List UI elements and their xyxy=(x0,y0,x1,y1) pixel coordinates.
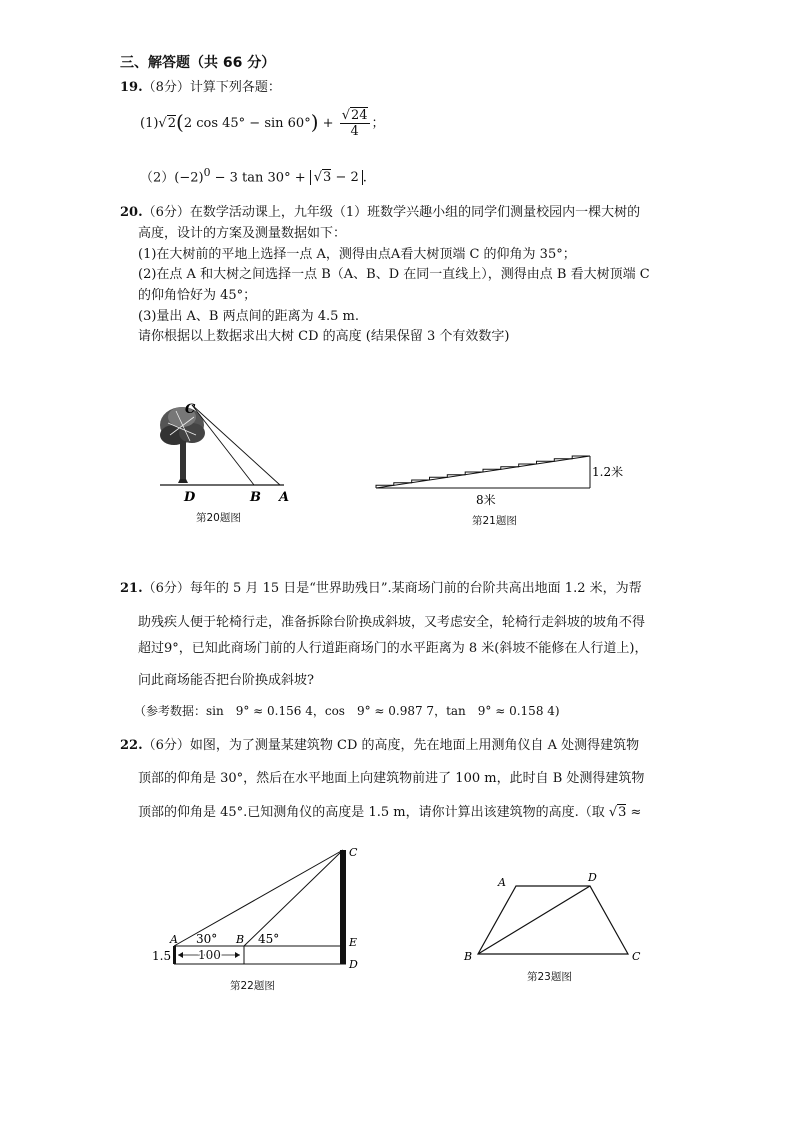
q22-text-3b: ≈ xyxy=(626,805,642,820)
building-cd xyxy=(340,850,346,964)
q21-reference: （参考数据：sin 9° ≈ 0.156 4，cos 9° ≈ 0.987 7，tan 9° ≈ 0.158 4) xyxy=(134,704,560,718)
label-b: B xyxy=(464,950,473,963)
label-length: 8米 xyxy=(476,493,496,507)
slope-line xyxy=(376,456,590,488)
label-b: B xyxy=(236,933,245,946)
q19-p2-minus2: − 2 xyxy=(331,170,359,186)
trapezoid-abcd xyxy=(478,886,628,954)
q19-head: （8分）计算下列各题： xyxy=(142,80,281,95)
q20-text-1: （6分）在数学活动课上，九年级（1）班数学兴趣小组的同学们测量校园内一棵大树的 xyxy=(142,205,641,220)
label-a: A xyxy=(170,933,178,946)
label-a: A xyxy=(279,490,290,505)
q19-p2-sqrt3: 3 xyxy=(323,170,332,186)
q20-line6: (3)量出 A、B 两点间的距离为 4.5 m. xyxy=(138,309,360,324)
q19-p1-end: ； xyxy=(371,116,385,131)
q22-number: 22. xyxy=(120,738,143,753)
q19-p1-den: 4 xyxy=(350,124,359,139)
tree-icon xyxy=(160,407,205,483)
q19-p1-inner: 2 cos 45° − sin 60° xyxy=(183,116,311,131)
q20-line2: 高度，设计的方案及测量数据如下： xyxy=(138,226,347,241)
caption-20: 第20题图 xyxy=(196,512,241,524)
label-d: D xyxy=(588,871,597,884)
label-1-5: 1.5 xyxy=(152,949,172,963)
label-45deg: 45° xyxy=(258,932,280,946)
figure-21 xyxy=(372,452,632,512)
q19-part2 xyxy=(140,166,367,185)
section-title: 三、解答题（共 66 分） xyxy=(120,55,276,71)
q20-line3: (1)在大树前的平地上选择一点 A，测得由点A看大树顶端 C 的仰角为 35°； xyxy=(138,247,576,262)
q21-number: 21. xyxy=(120,581,143,596)
q21-line1 xyxy=(120,577,642,596)
q21-line4: 问此商场能否把台阶换成斜坡? xyxy=(138,673,314,688)
caption-23: 第23题图 xyxy=(527,971,572,983)
label-100: 100 xyxy=(198,948,221,962)
q19-p1-sqrt2: 2 xyxy=(167,116,176,131)
q22-line3: 顶部的仰角是 45°.已知测角仪的高度是 1.5 m，请你计算出该建筑物的高度.（取 √3 ≈ xyxy=(138,805,642,820)
q19-p2-abs: √3 − 2 xyxy=(310,170,363,185)
label-c: C xyxy=(185,402,196,417)
q21-line2: 助残疾人便于轮椅行走，准备拆除台阶换成斜坡，又考虑安全，轮椅行走斜坡的坡角不得 xyxy=(138,615,646,630)
q22-sqrt3: 3 xyxy=(618,805,627,820)
label-a: A xyxy=(498,876,506,889)
figure-22 xyxy=(150,840,380,975)
q19-p2-prefix: （2） xyxy=(140,170,175,186)
caption-22: 第22题图 xyxy=(230,980,275,992)
label-c: C xyxy=(349,846,358,859)
q19-p2-mid: − 3 tan 30° + xyxy=(210,170,310,186)
q20-line5: 的仰角恰好为 45°； xyxy=(138,288,257,303)
q22-line2: 顶部的仰角是 30°，然后在水平地面上向建筑物前进了 100 m，此时自 B 处测得建筑物 xyxy=(138,771,645,786)
caption-21: 第21题图 xyxy=(472,515,517,527)
label-d: D xyxy=(349,958,358,971)
q20-line4: (2)在点 A 和大树之间选择一点 B（A、B、D 在同一直线上），测得由点 B 看大树顶端 C xyxy=(138,267,650,282)
q22-text-3a: 顶部的仰角是 45°.已知测角仪的高度是 1.5 m，请你计算出该建筑物的高度.（取 xyxy=(138,805,609,820)
diagonal-bd xyxy=(478,886,590,954)
label-height: 1.2米 xyxy=(592,465,624,479)
label-30deg: 30° xyxy=(196,932,218,946)
figure-20 xyxy=(150,395,310,505)
q22-text-1: （6分）如图，为了测量某建筑物 CD 的高度，先在地面上用测角仪自 A 处测得建筑物 xyxy=(142,738,640,753)
q19-p1-prefix: (1) xyxy=(140,116,159,131)
q20-line7: 请你根据以上数据求出大树 CD 的高度 (结果保留 3 个有效数字) xyxy=(138,329,510,344)
q19-p1-plus: + xyxy=(322,116,334,131)
q20-line1 xyxy=(120,201,640,220)
q19-p1-fraction: $\frac{√24}{4}$ xyxy=(341,108,368,139)
q19-part1: (1)√2(2 cos 45° − sin 60°) + $\frac{√24}{4}$ ； xyxy=(140,108,385,139)
line-cb xyxy=(192,405,254,485)
q22-line1 xyxy=(120,734,639,753)
label-c: C xyxy=(632,950,641,963)
q19-p1-num: 24 xyxy=(351,108,368,123)
label-b: B xyxy=(250,490,261,505)
figure-23 xyxy=(460,868,650,968)
q19-p2-base: (−2) xyxy=(174,170,204,186)
label-e: E xyxy=(349,936,358,949)
q19-p2-exp: 0 xyxy=(203,166,211,179)
instrument-a xyxy=(173,946,176,964)
q19-heading xyxy=(120,76,281,95)
label-d: D xyxy=(184,490,196,505)
q21-line3: 超过9°，已知此商场门前的人行道距商场门的水平距离为 8 米(斜坡不能修在人行道上)， xyxy=(138,641,648,656)
q20-number: 20. xyxy=(120,205,143,220)
line-ca xyxy=(192,405,280,485)
q21-text-1: （6分）每年的 5 月 15 日是“世界助残日”.某商场门前的台阶共高出地面 1.2 米，为帮 xyxy=(142,581,642,596)
q19-p2-end: . xyxy=(362,170,367,186)
q19-number: 19. xyxy=(120,80,143,95)
